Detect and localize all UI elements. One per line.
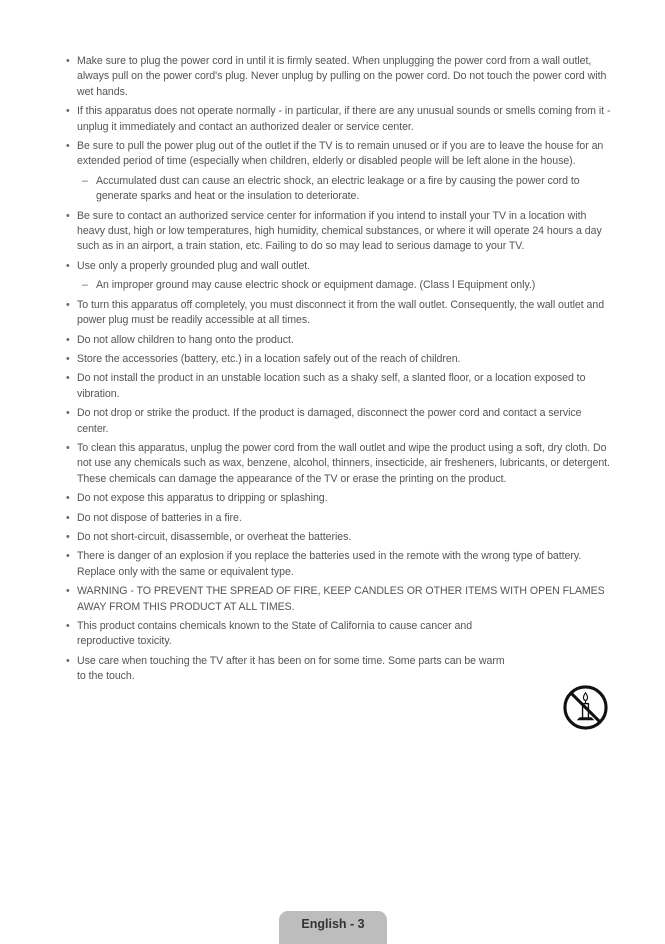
bullet-item: • To clean this apparatus, unplug the power cord from the wall outlet and wipe the product using a soft, dry cloth. Do not use any chemicals such as wax, benzene, alcohol, thinners, insecticide, air fresheners, lubricants, or detergent. These chemicals can damage the appearance of the TV or erase the printing on the product.	[64, 441, 612, 487]
bullet-item: • Use care when touching the TV after it has been on for some time. Some parts can be warm to the touch.	[64, 654, 612, 685]
bullet-item: • Be sure to contact an authorized service center for information if you intend to install your TV in a location with heavy dust, high or low temperatures, high humidity, chemical substances, or where it will operate 24 hours a day such as in an airport, a train station, etc. Failing to do so may lead to serious damage to your TV.	[64, 209, 612, 255]
bullet-item: • Use only a properly grounded plug and wall outlet.	[64, 259, 612, 274]
bullet-item: • If this apparatus does not operate normally - in particular, if there are any unusual sounds or smells coming from it - unplug it immediately and contact an authorized dealer or service center.	[64, 104, 612, 135]
bullet-item: • Store the accessories (battery, etc.) in a location safely out of the reach of children.	[64, 352, 612, 367]
no-candle-icon	[562, 684, 609, 731]
bullet-item: • Do not install the product in an unstable location such as a shaky self, a slanted floor, or a location exposed to vibration.	[64, 371, 612, 402]
sub-note-item: – An improper ground may cause electric shock or equipment damage. (Class l Equipment only.)	[64, 278, 612, 293]
bullet-item: • WARNING - TO PREVENT THE SPREAD OF FIRE, KEEP CANDLES OR OTHER ITEMS WITH OPEN FLAMES AWAY FROM THIS PRODUCT AT ALL TIMES.	[64, 584, 612, 615]
bullet-item: • Be sure to pull the power plug out of the outlet if the TV is to remain unused or if you are to leave the house for an extended period of time (especially when children, elderly or disabled people will be left alone in the house).	[64, 139, 612, 170]
bullet-item: • Do not dispose of batteries in a fire.	[64, 511, 612, 526]
bullet-item: • To turn this apparatus off completely, you must disconnect it from the wall outlet. Consequently, the wall outlet and power plug must be readily accessible at all times.	[64, 298, 612, 329]
page-number-tab	[279, 911, 387, 944]
bullet-item: • Make sure to plug the power cord in until it is firmly seated. When unplugging the power cord from a wall outlet, always pull on the power cord's plug. Never unplug by pulling on the power cord. Do not touch the power cord with wet hands.	[64, 54, 612, 100]
sub-note-item: – Accumulated dust can cause an electric shock, an electric leakage or a fire by causing the power cord to generate sparks and heat or the insulation to deteriorate.	[64, 174, 612, 205]
safety-list	[64, 54, 612, 689]
bullet-item: • There is danger of an explosion if you replace the batteries used in the remote with the wrong type of battery. Replace only with the same or equivalent type.	[64, 549, 612, 580]
page-number-label: English - 3	[301, 917, 365, 931]
bullet-item: • Do not drop or strike the product. If the product is damaged, disconnect the power cord and contact a service center.	[64, 406, 612, 437]
bullet-item: • This product contains chemicals known to the State of California to cause cancer and reproductive toxicity.	[64, 619, 612, 650]
bullet-item: • Do not expose this apparatus to dripping or splashing.	[64, 491, 612, 506]
bullet-item: • Do not allow children to hang onto the product.	[64, 333, 612, 348]
bullet-item: • Do not short-circuit, disassemble, or overheat the batteries.	[64, 530, 612, 545]
